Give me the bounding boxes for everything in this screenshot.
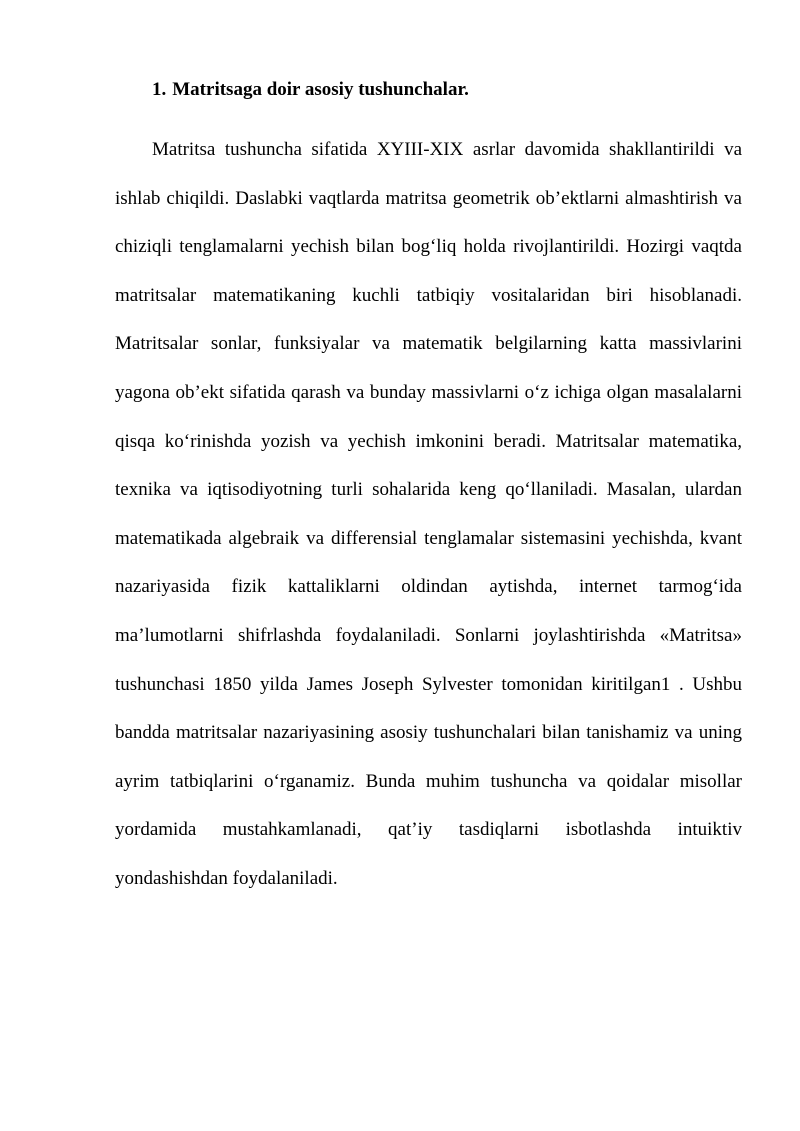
section-heading [152, 76, 469, 104]
section-number: 1. [152, 79, 167, 100]
section-title: Matritsaga doir asosiy tushunchalar. [172, 79, 469, 100]
body-paragraph: Matritsa tushuncha sifatida XYIII-XIX asrlar davomida shakllantirildi va ishlab chiqildi. Daslabki vaqtlarda matritsa geometrik ob’ektlarni almashtirish va chiziqli tenglamalarni yechish bilan bog‘liq holda rivojlantirildi. Hozirgi vaqtda matritsalar matematikaning kuchli tatbiqiy vositalaridan biri hisoblanadi. Matritsalar sonlar, funksiyalar va matematik belgilarning katta massivlarini yagona ob’ekt sifatida qarash va bunday massivlarni o‘z ichiga olgan masalalarni qisqa ko‘rinishda yozish va yechish imkonini beradi. Matritsalar matematika, texnika va iqtisodiyotning turli sohalarida keng qo‘llaniladi. Masalan, ulardan matematikada algebraik va differensial tenglamalar sistemasini yechishda, kvant nazariyasida fizik kattaliklarni oldindan aytishda, internet tarmog‘ida ma’lumotlarni shifrlashda foydalaniladi. Sonlarni joylashtirishda «Matritsa» tushunchasi 1850 yilda James Joseph Sylvester tomonidan kiritilgan1 . Ushbu bandda matritsalar nazariyasining asosiy tushunchalari bilan tanishamiz va uning ayrim tatbiqlarini o‘rganamiz. Bunda muhim tushuncha va qoidalar misollar yordamida mustahkamlanadi, qat’iy tasdiqlarni isbotlashda intuiktiv yondashishdan foydalaniladi. [115, 139, 742, 889]
